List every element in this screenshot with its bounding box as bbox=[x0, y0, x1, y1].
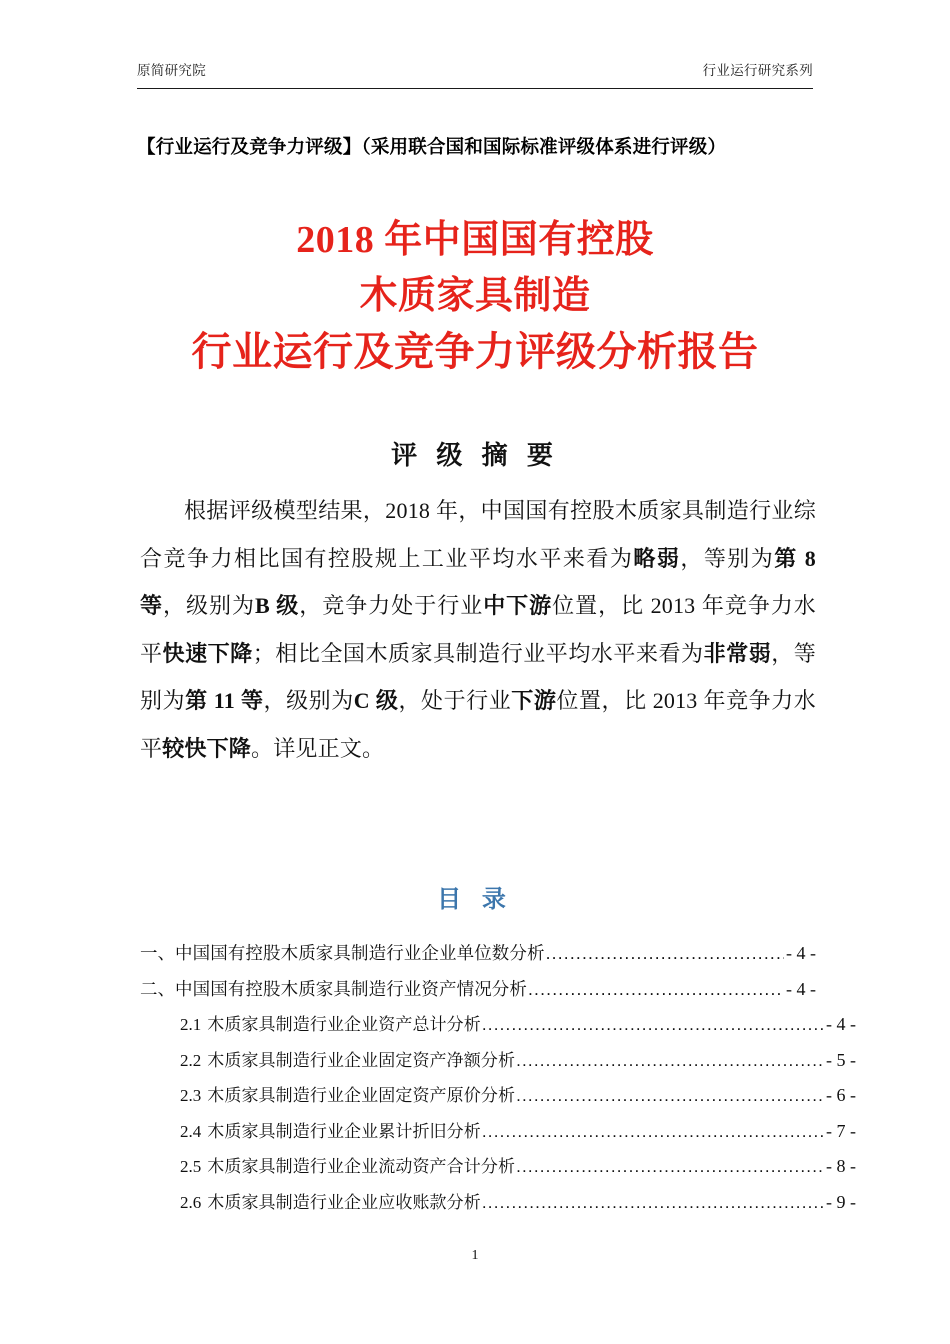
report-kicker: 【行业运行及竞争力评级】（采用联合国和国际标准评级体系进行评级） bbox=[137, 138, 727, 158]
toc-entry[interactable] bbox=[140, 1078, 856, 1114]
summary-emphasis: 第 11 等 bbox=[185, 688, 264, 713]
summary-text: ，处于行业 bbox=[398, 688, 512, 713]
summary-text: ，竞争力处于行业 bbox=[299, 593, 484, 618]
toc-entry-page: - 7 - bbox=[826, 1120, 856, 1141]
toc-entry[interactable] bbox=[140, 1185, 856, 1221]
toc-entry-number: 2.2 bbox=[180, 1050, 202, 1070]
toc-dot-leader bbox=[516, 1043, 824, 1079]
toc-entry-title: 木质家具制造行业企业资产总计分析 bbox=[207, 1015, 481, 1034]
summary-text: ，级别 bbox=[263, 688, 332, 713]
toc-dot-leader bbox=[482, 1114, 824, 1150]
toc-entry-title: 木质家具制造行业企业流动资产合计分析 bbox=[207, 1157, 516, 1176]
summary-emphasis: 较快下降 bbox=[162, 735, 252, 761]
toc-dot-leader bbox=[546, 936, 784, 972]
title-line-2: 木质家具制造 bbox=[359, 275, 591, 317]
toc-entry-page: - 8 - bbox=[826, 1156, 856, 1176]
toc-entry-title: 木质家具制造行业企业应收账款分析 bbox=[207, 1192, 481, 1212]
title-line-1: 2018 年中国国有控股 bbox=[296, 219, 654, 261]
summary-text: ；相比全国木质家具制造行业平均水平来看为 bbox=[252, 640, 704, 666]
toc-entry-page: - 4 - bbox=[786, 943, 816, 963]
summary-emphasis: 略弱 bbox=[633, 545, 681, 571]
toc-entry-page: - 6 - bbox=[826, 1085, 856, 1105]
toc-entry-number: 一、 bbox=[140, 943, 175, 963]
toc-entry-number: 2.1 bbox=[180, 1015, 202, 1034]
running-header bbox=[137, 62, 813, 80]
header-left-text: 原简研究院 bbox=[137, 63, 206, 78]
toc-dot-leader bbox=[482, 1185, 824, 1221]
toc-entry-number: 2.3 bbox=[180, 1086, 202, 1105]
summary-emphasis: B 级 bbox=[254, 593, 300, 618]
toc-entry-title: 木质家具制造行业企业固定资产净额分析 bbox=[207, 1050, 516, 1070]
summary-emphasis: 快速下降 bbox=[162, 640, 253, 666]
page-number: 1 bbox=[471, 1248, 479, 1263]
toc-entry-title: 中国国有控股木质家具制造行业企业单位数分析 bbox=[175, 943, 545, 963]
summary-text: 。详见正文。 bbox=[251, 735, 385, 761]
header-divider bbox=[137, 88, 813, 89]
toc-entry-page: - 5 - bbox=[826, 1049, 856, 1070]
toc-dot-leader bbox=[516, 1078, 824, 1114]
rating-summary-paragraph bbox=[140, 487, 816, 772]
summary-emphasis: C 级 bbox=[353, 688, 399, 713]
toc-dot-leader bbox=[516, 1149, 824, 1185]
toc-entry-number: 2.4 bbox=[180, 1121, 202, 1141]
toc-entry[interactable] bbox=[140, 1149, 856, 1185]
toc-dot-leader bbox=[482, 1007, 824, 1043]
summary-text: ，级别为 bbox=[163, 593, 255, 618]
summary-emphasis: 下游 bbox=[511, 688, 557, 713]
toc-entry-page: - 4 - bbox=[786, 978, 816, 999]
toc-heading: 目 录 bbox=[437, 886, 513, 913]
toc-entry-page: - 4 - bbox=[826, 1014, 856, 1034]
toc-entry-number: 2.6 bbox=[180, 1192, 202, 1212]
toc-entry[interactable] bbox=[140, 1114, 856, 1150]
summary-text: 位置，比 2013 年竞争力水平 bbox=[140, 688, 816, 761]
summary-text: ，等别为 bbox=[140, 640, 816, 713]
toc-entry-number: 二、 bbox=[140, 978, 175, 999]
summary-text: 根据评级模型结果，2018 年，中国国有控股木质家具制造行业综合竞争力相比国有控股规上工业平均水平来看为 bbox=[140, 498, 816, 571]
toc-entry-page: - 9 - bbox=[826, 1191, 856, 1212]
header-right-text: 行业运行研究系列 bbox=[702, 63, 813, 78]
toc-entry[interactable] bbox=[140, 1007, 856, 1043]
summary-text: ，等别为 bbox=[680, 545, 775, 571]
summary-text: 为 bbox=[331, 688, 354, 713]
toc-entry-number: 2.5 bbox=[180, 1157, 202, 1176]
toc-entry-title: 木质家具制造行业企业累计折旧分析 bbox=[207, 1121, 481, 1141]
toc-entry-title: 中国国有控股木质家具制造行业资产情况分析 bbox=[175, 978, 527, 999]
toc-entry[interactable] bbox=[140, 972, 816, 1008]
toc-entry[interactable] bbox=[140, 936, 816, 972]
summary-emphasis: 非常弱 bbox=[703, 640, 772, 666]
toc-dot-leader bbox=[528, 972, 784, 1008]
summary-emphasis: 中下游 bbox=[483, 593, 553, 618]
toc-entry[interactable] bbox=[140, 1043, 856, 1079]
summary-text: 位置，比 2013 年竞争力水平 bbox=[140, 593, 817, 666]
title-line-3: 行业运行及竞争力评级分析报告 bbox=[191, 329, 759, 374]
rating-summary-heading: 评 级 摘 要 bbox=[391, 440, 559, 470]
table-of-contents bbox=[140, 936, 856, 1220]
summary-emphasis: 第 8 等 bbox=[140, 545, 816, 618]
toc-entry-title: 木质家具制造行业企业固定资产原价分析 bbox=[207, 1086, 516, 1105]
document-title bbox=[0, 212, 950, 380]
